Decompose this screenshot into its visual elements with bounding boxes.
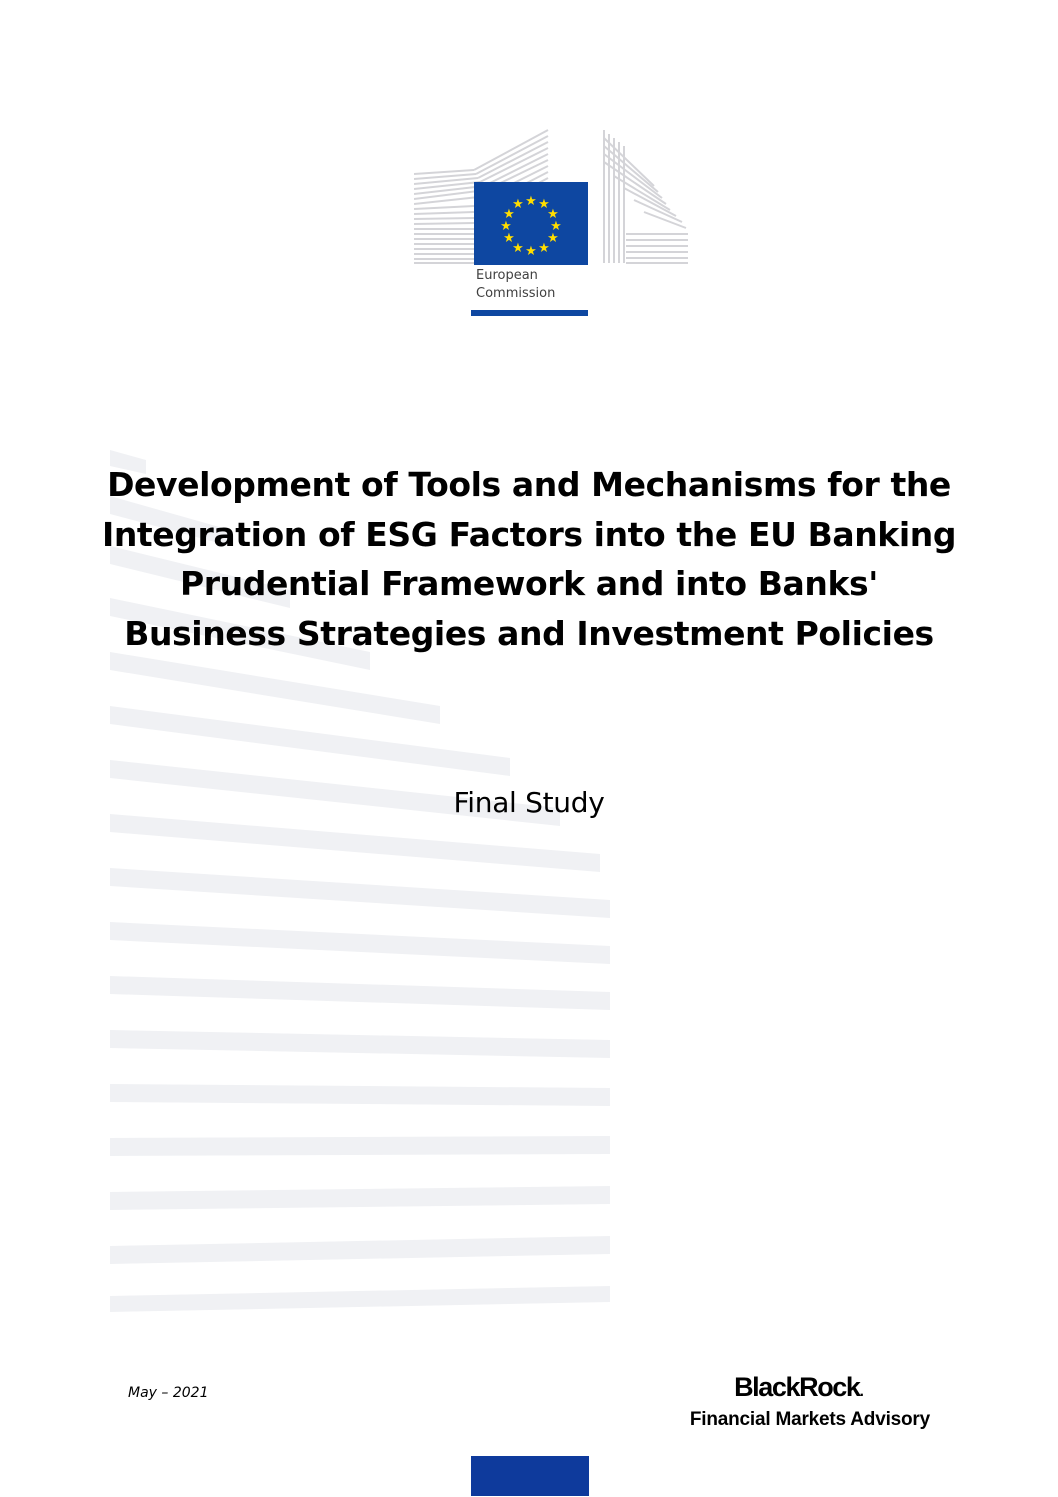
svg-text:★: ★ (547, 231, 559, 246)
footer-color-bar (471, 1456, 589, 1496)
svg-text:★: ★ (500, 219, 512, 234)
logo-wordmark (476, 267, 555, 303)
document-subtitle: Final Study (453, 786, 605, 819)
partner-division: Financial Markets Advisory (689, 1409, 930, 1430)
publication-date: May – 2021 (128, 1385, 209, 1401)
svg-text:★: ★ (547, 207, 559, 222)
partner-name: BlackRock (734, 1372, 860, 1402)
svg-text:★: ★ (512, 241, 524, 256)
svg-text:★: ★ (512, 197, 524, 212)
logo-line-2: Commission (476, 286, 556, 301)
logo-line-1: European (476, 268, 538, 283)
partner-name-wrapper (600, 1371, 930, 1408)
logo-underline (471, 310, 588, 316)
svg-text:★: ★ (550, 219, 562, 234)
svg-text:★: ★ (503, 207, 515, 222)
svg-text:★: ★ (538, 241, 550, 256)
partner-mark: . (859, 1383, 864, 1400)
svg-text:★: ★ (525, 194, 537, 209)
document-title: Development of Tools and Mechanisms for the Integration of ESG Factors into the EU Banking Prudential Framework and into Banks' Business Strategies and Investment Policies (101, 465, 957, 653)
svg-text:★: ★ (525, 244, 537, 259)
svg-text:★: ★ (538, 197, 550, 212)
partner-logo (600, 1371, 930, 1432)
svg-text:★: ★ (503, 231, 515, 246)
